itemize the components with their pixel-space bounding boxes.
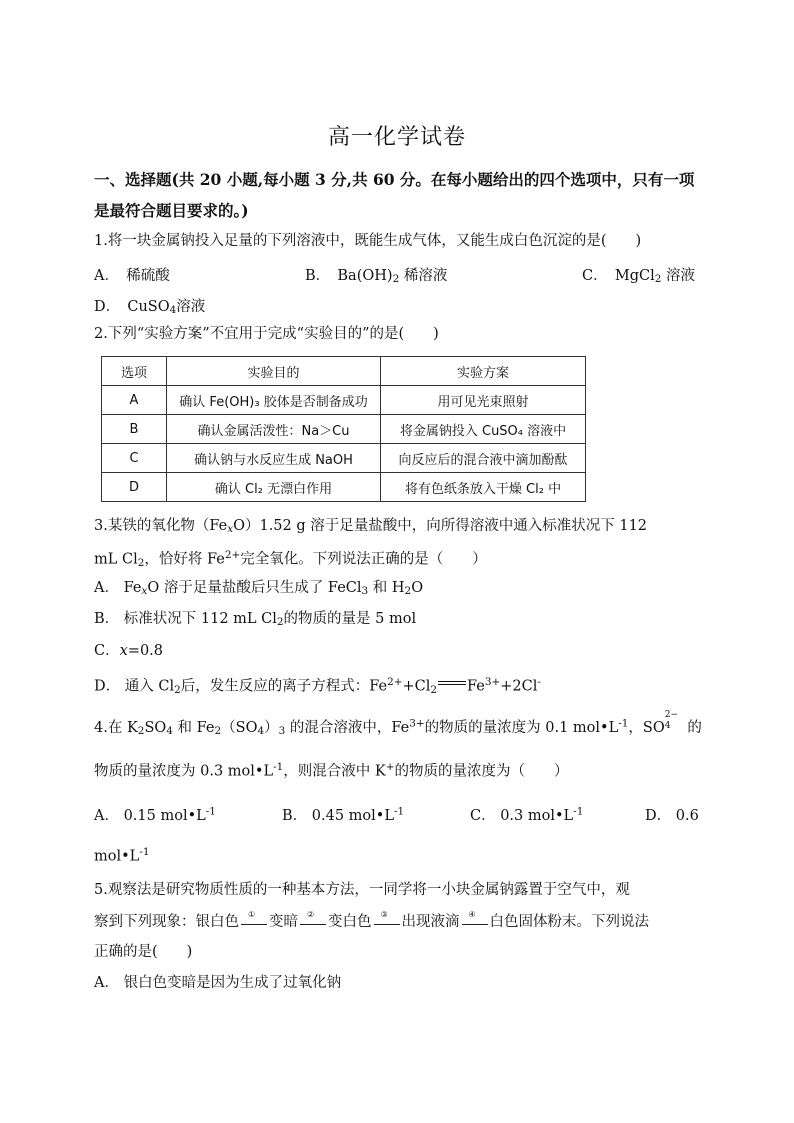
- table-cell: 确认金属活泼性：Na＞Cu: [167, 415, 381, 444]
- arrow-icon: ④: [462, 914, 488, 928]
- q3-option-a: A． $Fe_xO$ 溶于足量盐酸后只生成了 FeCl$_3$ 和 $H_2O$: [94, 580, 424, 598]
- table-cell: 将有色纸条放入干燥 Cl₂ 中: [381, 473, 586, 502]
- page-title: 高一化学试卷: [327, 125, 466, 150]
- table-header-cell: 实验目的: [167, 357, 381, 386]
- q3-stem-line2: mL $Cl_2$，恰好将 $Fe^{2+}$完全氧化。下列说法正确的是（ ）: [94, 549, 487, 569]
- q2-stem: 2.下列“实验方案”不宜用于完成“实验目的”的是( ): [94, 326, 439, 342]
- q4-option-a: A． 0.15 $mol•L^{-1}$: [94, 805, 216, 824]
- table-cell: 确认 Cl₂ 无漂白作用: [167, 473, 381, 502]
- q3-option-c: C．x=0.8: [94, 643, 164, 659]
- table-cell: 用可见光束照射: [381, 386, 586, 415]
- q4-option-b: B． 0.45 $mol•L^{-1}$: [282, 805, 405, 824]
- table-cell: 确认 Fe(OH)₃ 胶体是否制备成功: [167, 386, 381, 415]
- table-cell: D: [102, 473, 167, 502]
- table-cell: 向反应后的混合液中滴加酚酞: [381, 444, 586, 473]
- table-cell: 将金属钠投入 CuSO₄ 溶液中: [381, 415, 586, 444]
- q5-option-a: A． 银白色变暗是因为生成了过氧化钠: [94, 975, 342, 991]
- q4-stem-line2: 物质的量浓度为 0.3 $mol•L^{-1}$，则混合液中 K+的物质的量浓度为（ ）: [94, 761, 569, 780]
- arrow-icon: ③: [374, 914, 400, 928]
- q3-option-b: B． 标准状况下 112 mL $Cl_2$的物质的量是 5 mol: [94, 611, 417, 629]
- q5-stem-line3: 正确的是( ): [94, 944, 193, 960]
- table-header-cell: 选项: [102, 357, 167, 386]
- table-cell: B: [102, 415, 167, 444]
- table-cell: C: [102, 444, 167, 473]
- q4-option-d-unit: $mol•L^{-1}$: [94, 846, 150, 865]
- arrow-icon: ②: [300, 914, 326, 928]
- table-header-cell: 实验方案: [381, 357, 586, 386]
- equals-sign-icon: [437, 679, 467, 689]
- q4-option-d: D． 0.6: [645, 808, 699, 824]
- table-row: [102, 415, 586, 444]
- q1-option-d: D． CuSO$_4$溶液: [94, 299, 206, 317]
- q1-option-c: C． MgCl$_2$ 溶液: [582, 268, 695, 286]
- q1-option-a: A． 稀硫酸: [94, 268, 170, 284]
- arrow-icon: ①: [241, 914, 267, 928]
- table-cell: A: [102, 386, 167, 415]
- q5-stem-line1: 5.观察法是研究物质性质的一种基本方法，一同学将一小块金属钠露置于空气中，观: [94, 882, 630, 898]
- q4-option-c: C． 0.3 $mol•L^{-1}$: [470, 805, 584, 824]
- table-cell: 确认钠与水反应生成 NaOH: [167, 444, 381, 473]
- q2-table: [101, 356, 586, 502]
- table-row: [102, 386, 586, 415]
- q1-stem: 1.将一块金属钠投入足量的下列溶液中，既能生成气体，又能生成白色沉淀的是( ): [94, 233, 642, 249]
- q1-option-b: B． $Ba(OH)_2$ 稀溶液: [305, 268, 448, 286]
- q3-stem-line1: 3.某铁的氧化物$(Fe_xO)1.52$ g 溶于足量盐酸中，向所得溶液中通入标准状况下 112: [94, 518, 648, 536]
- table-row: [102, 473, 586, 502]
- table-header-row: [102, 357, 586, 386]
- q4-stem-line1: 4.在 $K_2SO_4$ 和 $Fe_2(SO_4)_3$ 的混合溶液中，$Fe^{3+}$的物质的量浓度为 0.1 $mol•L^{-1}$，SO 2− 4 的: [94, 710, 702, 738]
- q3-option-d: D． 通入 $Cl_2$后，发生反应的离子方程式：$Fe^{2+}+Cl_2$ $Fe^{3+}+2Cl^-$: [94, 676, 541, 696]
- sulfate-charge-fraction: 2− 4: [664, 710, 679, 731]
- section-heading-line2: 是最符合题目要求的。): [94, 201, 249, 220]
- table-row: [102, 444, 586, 473]
- section-heading-line1: 一、选择题(共 20 小题,每小题 3 分,共 60 分。在每小题给出的四个选项中，只有一项: [94, 170, 695, 189]
- q5-stem-line2: 察到下列现象：银白色 ① 变暗 ② 变白色 ③ 出现液滴 ④ 白色固体粉末。下列说法: [94, 910, 649, 930]
